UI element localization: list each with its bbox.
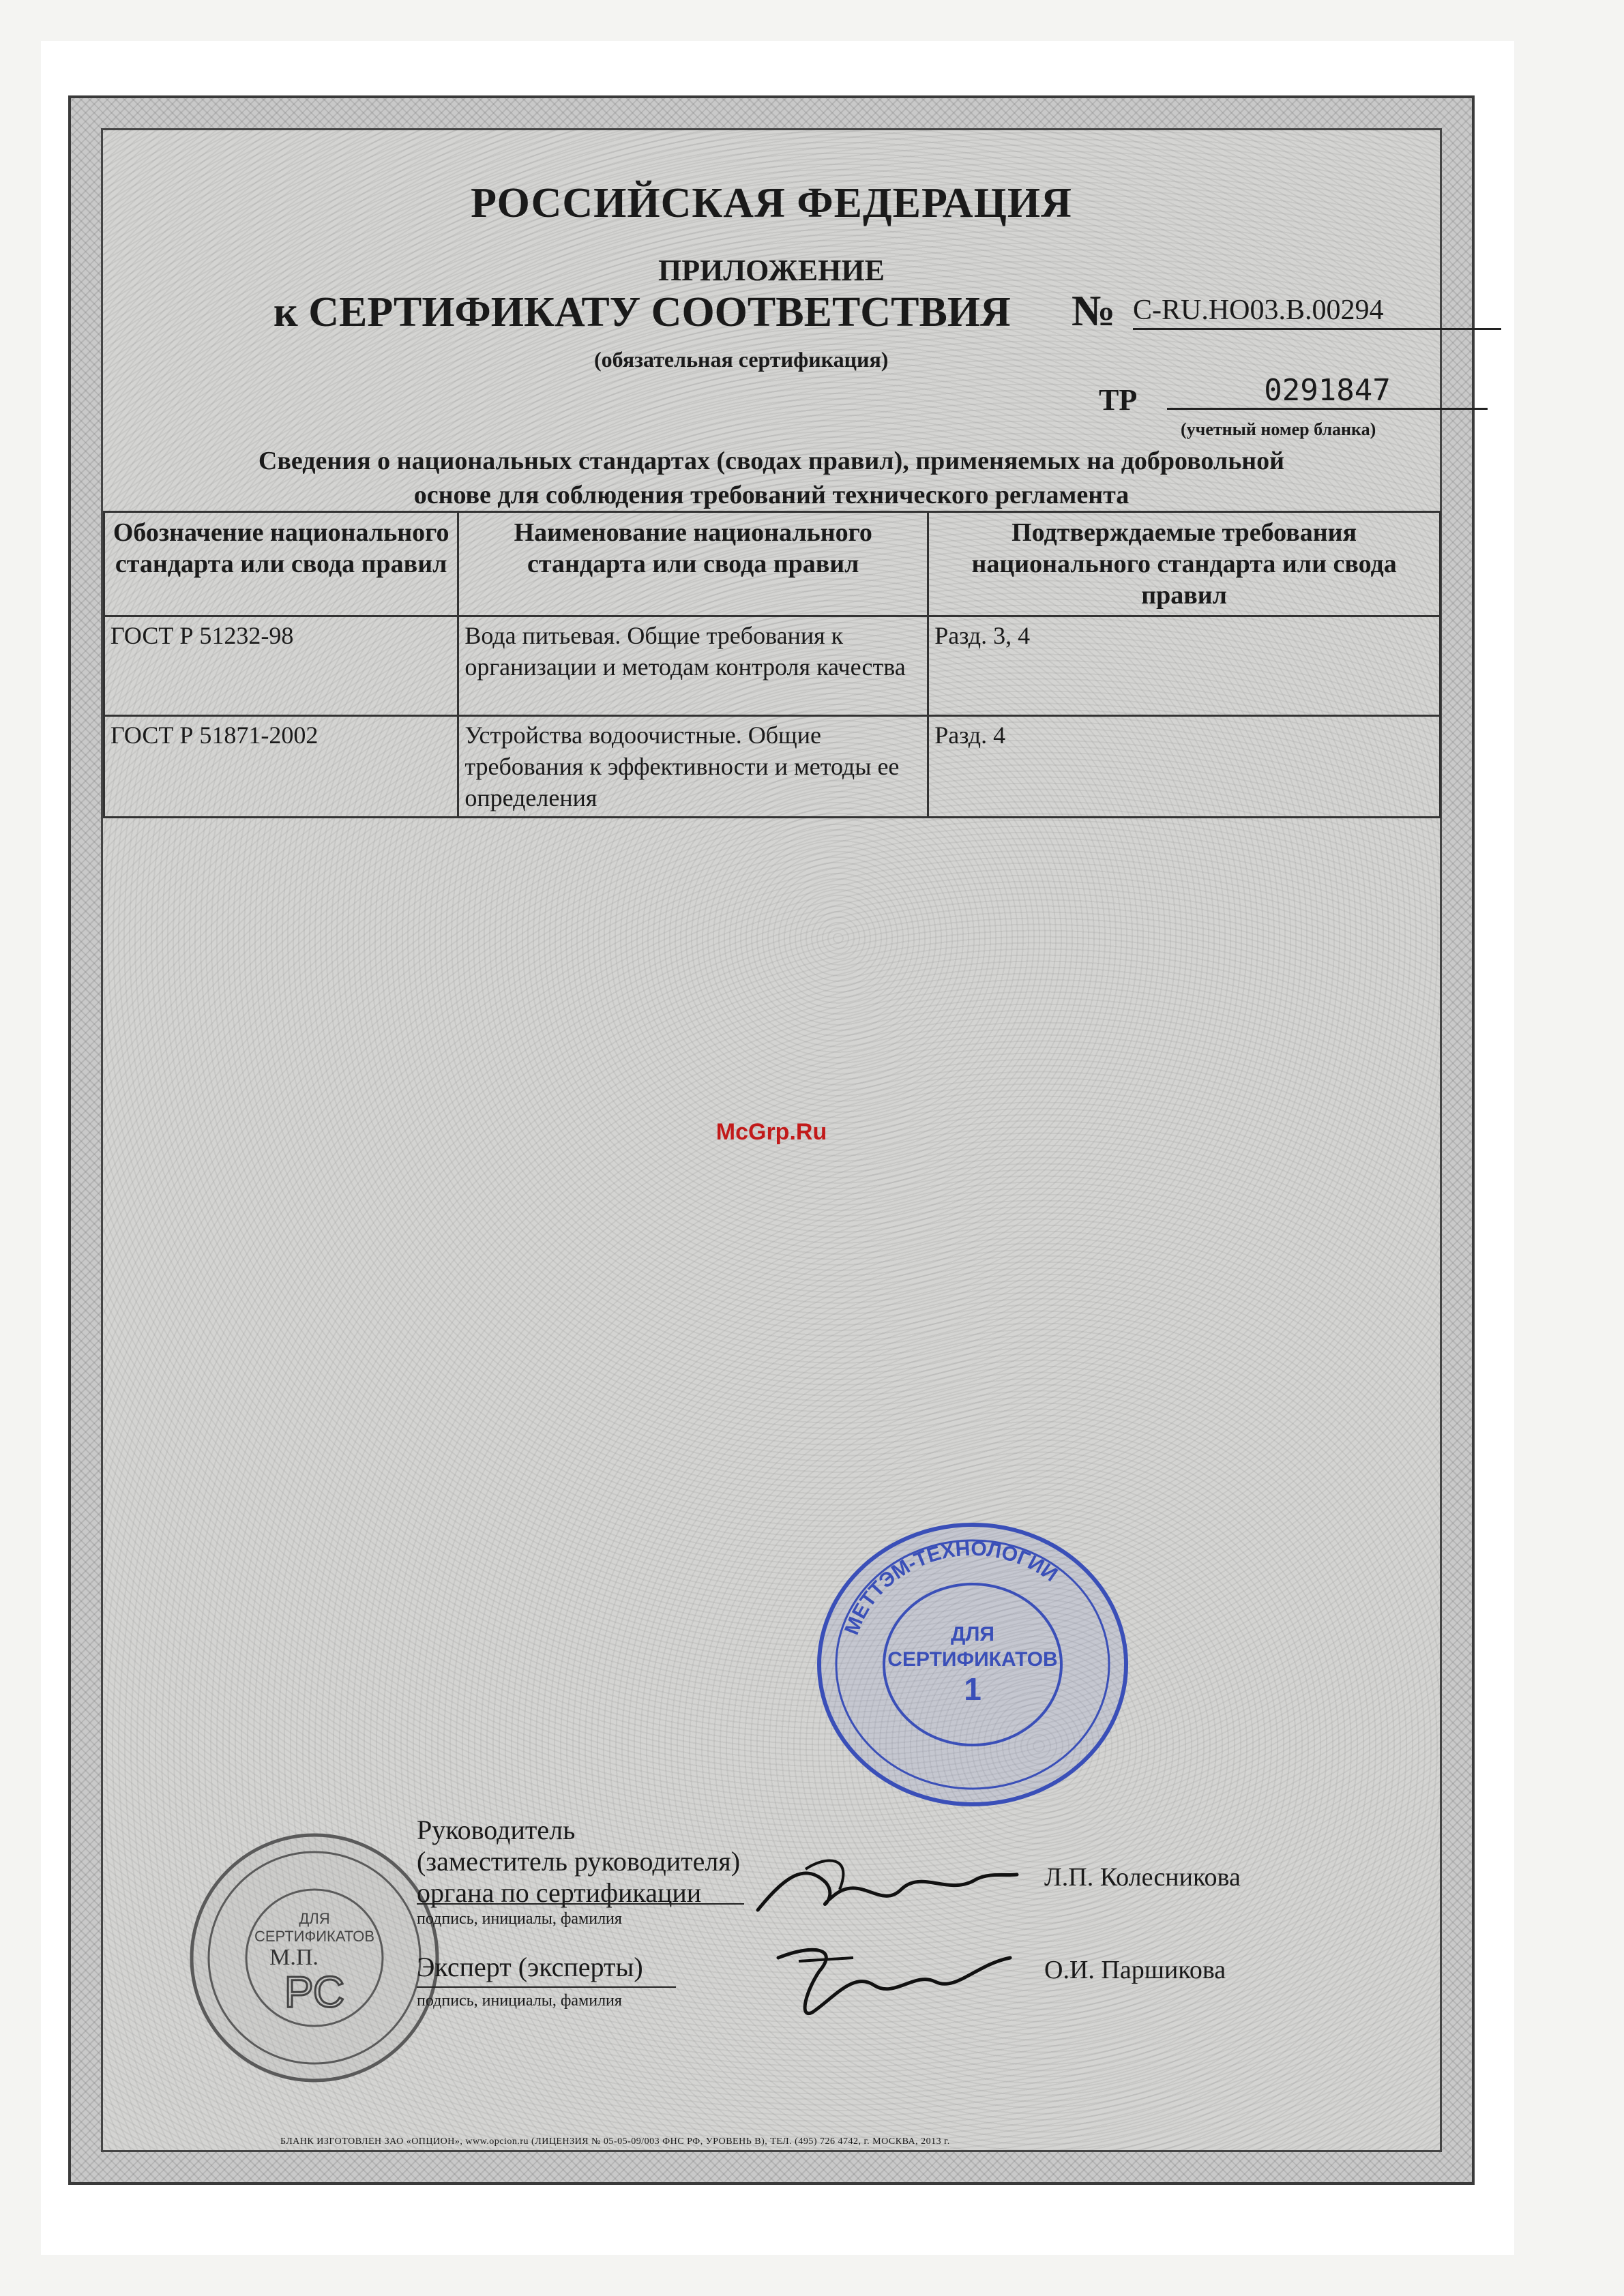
head-label-line2: (заместитель руководителя) <box>417 1846 741 1877</box>
col-header-designation: Обозначение национального стандарта или свода правил <box>104 512 458 616</box>
blue-seal-text-3: 1 <box>964 1671 981 1707</box>
appendix-title: ПРИЛОЖЕНИЕ <box>658 254 885 287</box>
cell-requirements: Разд. 4 <box>928 716 1441 818</box>
head-sign-note: подпись, инициалы, фамилия <box>417 1910 622 1928</box>
col-header-requirements: Подтверждаемые требования национального стандарта или свода правил <box>928 512 1441 616</box>
cell-name: Устройства водоочистные. Общие требования к эффективности и методы ее определения <box>458 716 928 818</box>
number-sign: № <box>1072 286 1116 335</box>
cell-name: Вода питьевая. Общие требования к организации и методам контроля качества <box>458 616 928 716</box>
certificate-number: C-RU.HO03.B.00294 <box>1133 294 1501 330</box>
grey-seal-text-3: М.П. <box>269 1945 319 1970</box>
mandatory-note: (обязательная сертификация) <box>594 347 889 372</box>
country-title: РОССИЙСКАЯ ФЕДЕРАЦИЯ <box>471 180 1072 226</box>
expert-signature-icon <box>758 1930 1031 2033</box>
table-row <box>104 616 1441 716</box>
table-header-row <box>104 512 1441 616</box>
table-row <box>104 716 1441 818</box>
cell-requirements: Разд. 3, 4 <box>928 616 1441 716</box>
rst-logo-icon: РС <box>284 1967 345 2016</box>
certificate-body <box>101 128 1442 2152</box>
blue-seal-text-2: СЕРТИФИКАТОВ <box>887 1648 1058 1671</box>
expert-sign-note: подпись, инициалы, фамилия <box>417 1992 622 2010</box>
head-signature-icon <box>744 1849 1031 1930</box>
cell-designation: ГОСТ Р 51232-98 <box>104 616 458 716</box>
blank-number: 0291847 <box>1167 373 1488 410</box>
head-name: Л.П. Колесникова <box>1044 1863 1241 1892</box>
col-header-name: Наименование национального стандарта или свода правил <box>458 512 928 616</box>
cell-designation: ГОСТ Р 51871-2002 <box>104 716 458 818</box>
grey-seal-text-2: СЕРТИФИКАТОВ <box>254 1928 375 1945</box>
head-signatory-block <box>417 1815 740 1909</box>
blue-seal-text-1: ДЛЯ <box>951 1623 994 1645</box>
section-title-line2: основе для соблюдения требований технического регламента <box>413 481 1130 509</box>
watermark-text: McGrp.Ru <box>715 1119 827 1145</box>
printer-footer: БЛАНК ИЗГОТОВЛЕН ЗАО «ОПЦИОН», www.opcion.ru (ЛИЦЕНЗИЯ № 05-05-09/003 ФНС РФ, УРОВЕНЬ В), ТЕЛ. (495) 726 4742, г. МОСКВА, 2013 г. <box>280 2136 950 2147</box>
expert-signature-line <box>417 1986 676 1988</box>
head-signature-line <box>417 1903 744 1905</box>
tr-label: ТР <box>1099 383 1138 417</box>
certificate-title: к СЕРТИФИКАТУ СООТВЕТСТВИЯ <box>274 289 1011 336</box>
expert-label: Эксперт (эксперты) <box>417 1952 643 1982</box>
head-label-line1: Руководитель <box>417 1815 576 1845</box>
blue-seal-stamp <box>812 1515 1133 1815</box>
standards-table <box>103 511 1441 818</box>
head-label-line3: органа по сертификации <box>417 1877 702 1908</box>
blank-number-note: (учетный номер бланка) <box>1181 419 1376 439</box>
grey-seal-stamp <box>185 1828 444 2087</box>
certificate-border <box>68 95 1475 2185</box>
grey-seal-text-1: ДЛЯ <box>299 1910 330 1927</box>
blue-seal-ring-text: МЕТТЭМ-ТЕХНОЛОГИИ <box>840 1537 1062 1638</box>
section-title <box>103 444 1440 512</box>
expert-name: О.И. Паршикова <box>1044 1956 1226 1984</box>
section-title-line1: Сведения о национальных стандартах (сводах правил), применяемых на добровольной <box>258 447 1285 475</box>
